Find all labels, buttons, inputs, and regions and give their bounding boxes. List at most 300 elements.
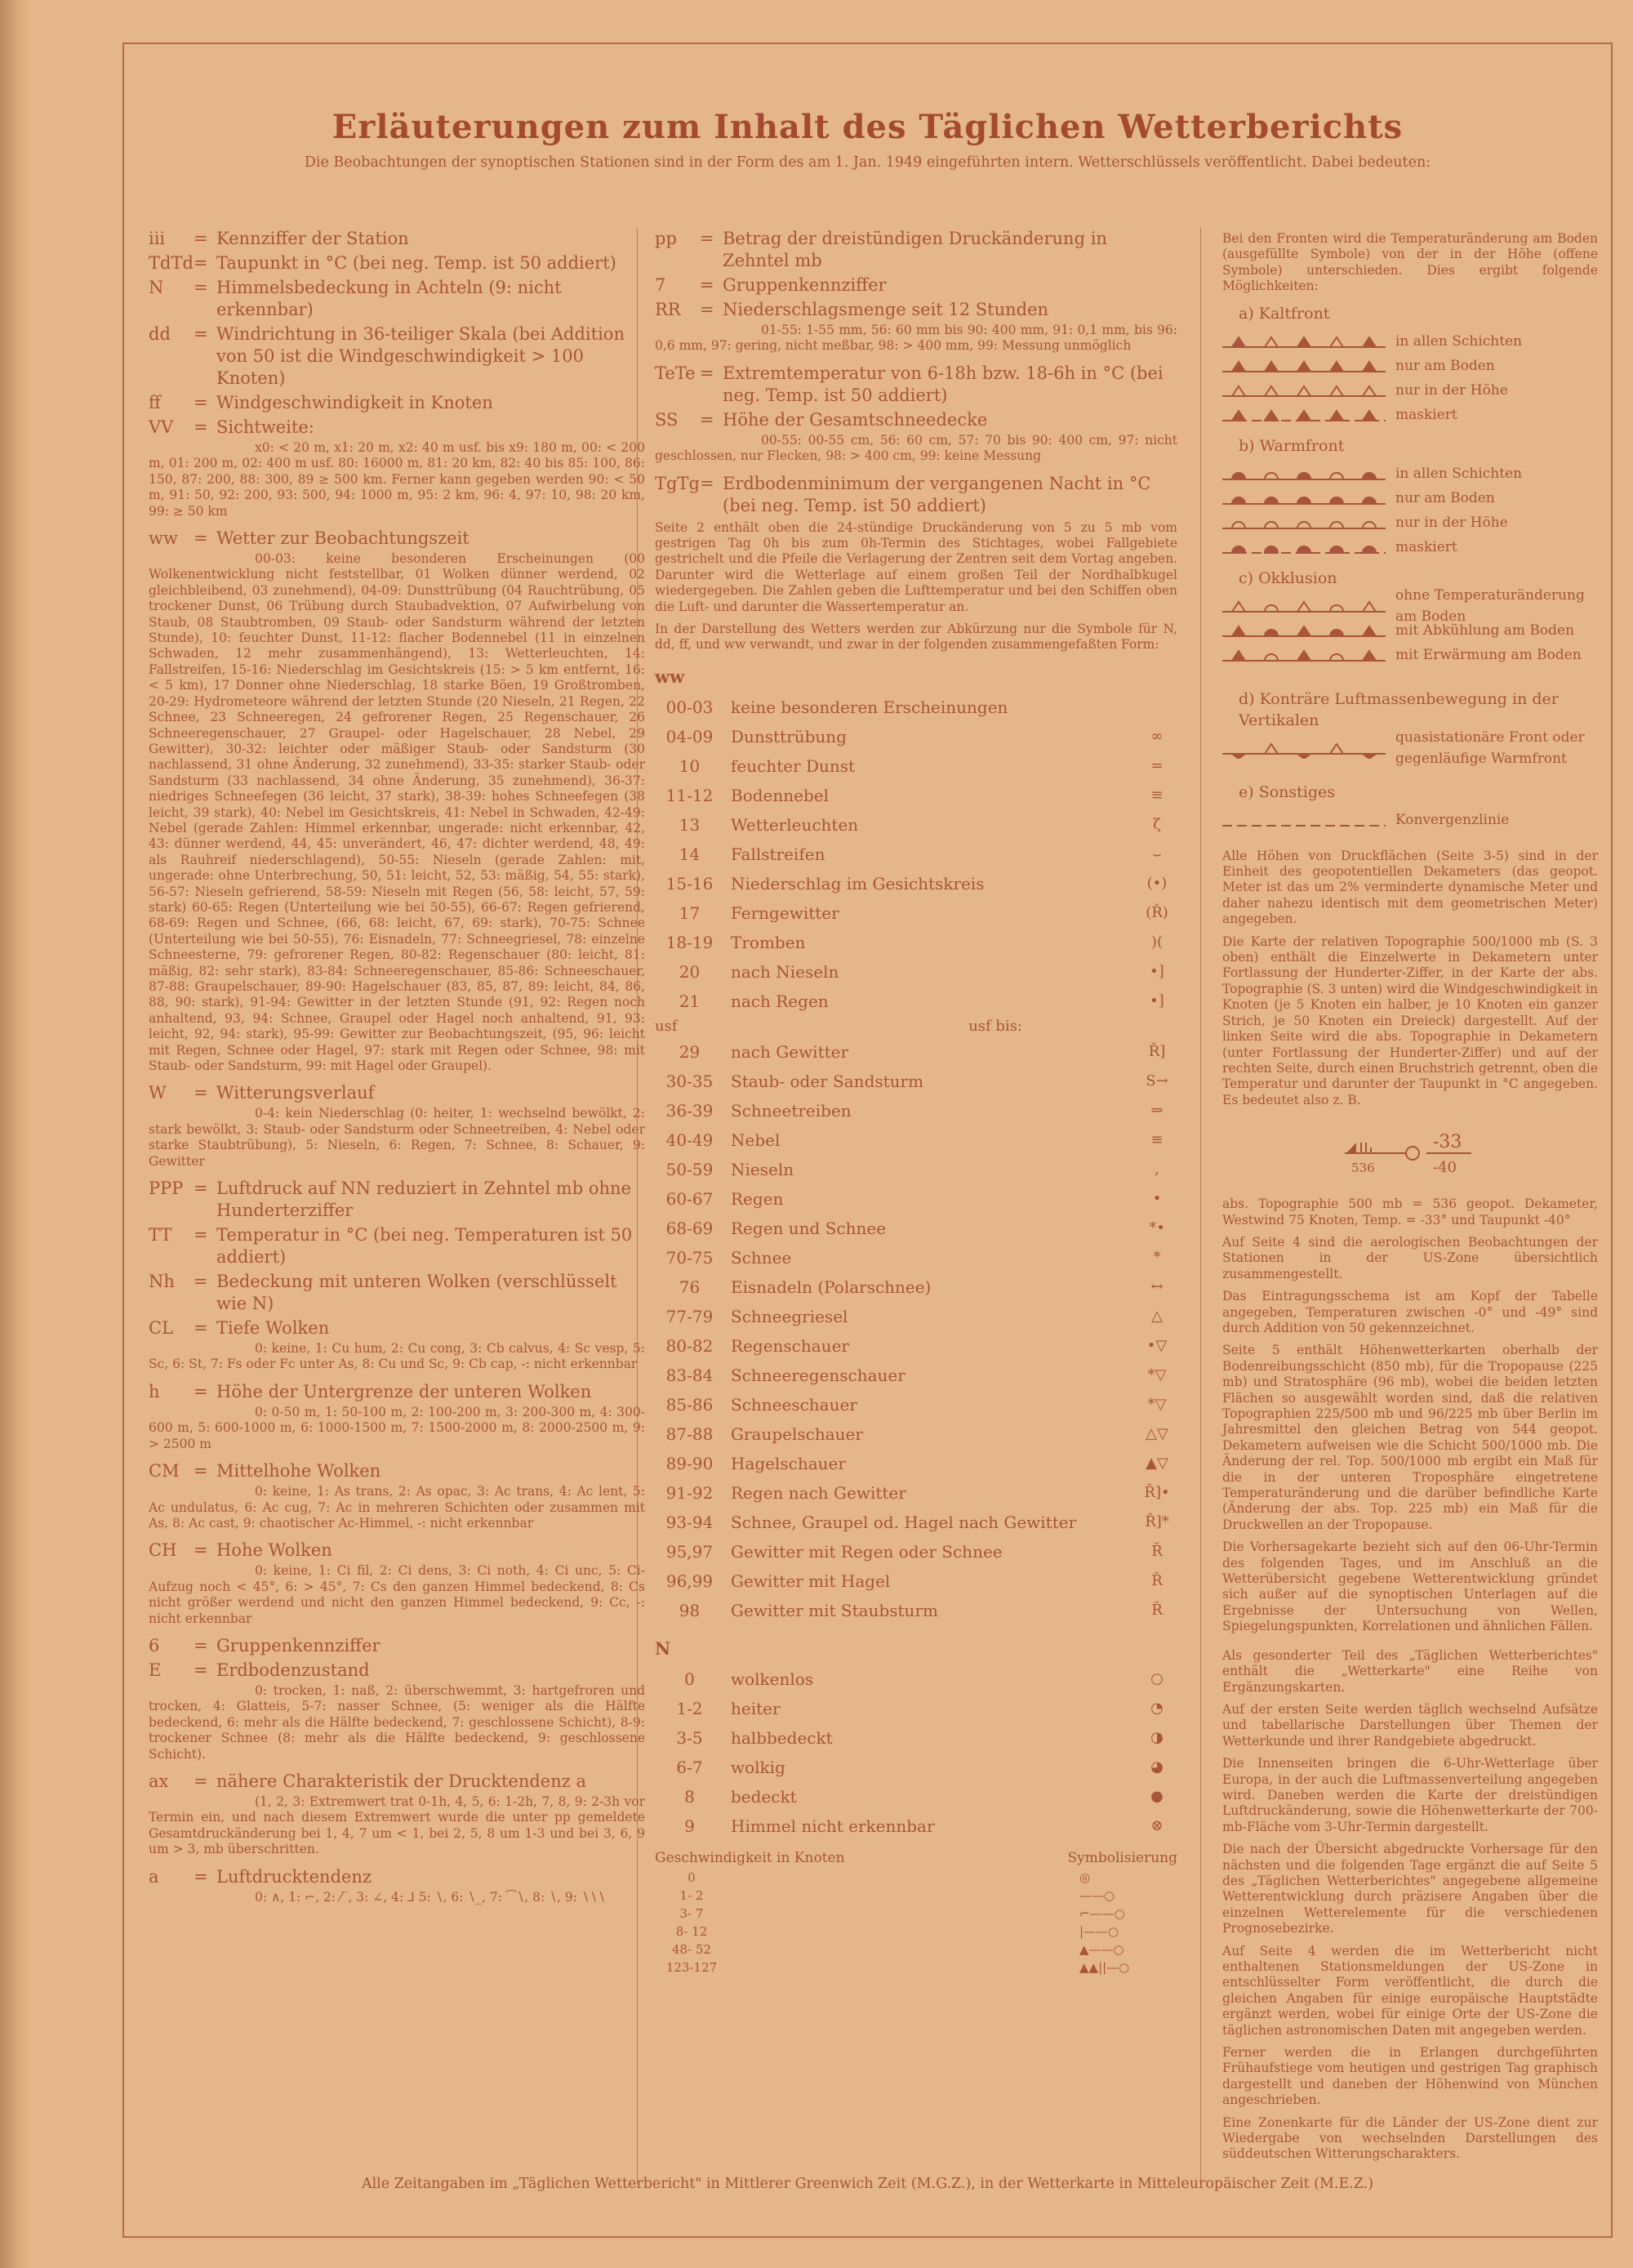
- cloud-cover-text: halbbedeckt: [731, 1727, 833, 1748]
- ww-symbol-icon: Ř: [1151, 1542, 1163, 1560]
- front-row: [1222, 808, 1598, 832]
- ww-row: [655, 781, 1177, 810]
- ww-code: 20: [679, 961, 701, 982]
- column-1: [149, 228, 645, 1914]
- legend-equals: =: [194, 229, 208, 248]
- legend-label: Temperatur in °C (bei neg. Temperaturen ist 50 addiert): [216, 1225, 633, 1268]
- ww-row: [655, 898, 1177, 928]
- front-label: maskiert: [1395, 538, 1457, 555]
- legend-equals: =: [194, 1461, 208, 1482]
- ww-text: Nieseln: [731, 1159, 794, 1179]
- front-symbol-icon: [1222, 463, 1386, 484]
- legend2-code: 7: [655, 275, 666, 295]
- legend-equals: =: [194, 253, 208, 273]
- legend2-label: Betrag der dreistündigen Druckänderung in Zehntel mb: [723, 229, 1107, 270]
- ww-text: Regen und Schnee: [731, 1218, 887, 1238]
- wind-speed: 8- 12: [675, 1923, 708, 1939]
- front-symbol-icon: [1222, 355, 1386, 377]
- para-first-page: Auf der ersten Seite werden täglich wechselnd Aufsätze und tabellarische Darstellungen über Themen der Wetterkunde und ihrer Randgebiete abgedruckt.: [1222, 1701, 1598, 1749]
- legend-code: TdTd: [149, 253, 194, 273]
- ww-symbol-icon: ζ: [1153, 815, 1161, 833]
- ww-text: Schneetreiben: [731, 1100, 852, 1121]
- front-row: [1222, 586, 1598, 625]
- ww-text: Schneegriesel: [731, 1306, 848, 1326]
- legend2-code: RR: [655, 300, 681, 319]
- ww-symbol-icon: ∞: [1150, 727, 1164, 745]
- legend-entry-row: [149, 1317, 645, 1339]
- wind-speed: 48- 52: [671, 1941, 711, 1957]
- ww-symbol-icon: *▽: [1147, 1395, 1167, 1413]
- cloud-cover-row: [655, 1664, 1177, 1694]
- ww-code: 29: [679, 1041, 701, 1062]
- ww-text: keine besonderen Erscheinungen: [731, 697, 1008, 717]
- front-row: [1222, 618, 1598, 643]
- ww-text: Nebel: [731, 1130, 781, 1150]
- cloud-cover-row: [655, 1753, 1177, 1782]
- legend-label: Luftdruck auf NN reduziert in Zehntel mb ohne Hunderterziffer: [216, 1179, 631, 1221]
- para-next-days: Die nach der Übersicht abgedruckte Vorhersage für den nächsten und die folgenden Tage ergänzt die auf Seite 5 des „Täglichen Wetterberichtes" angegebene allgemeine Wetterentwicklung durch präzisere Angaben über die einzelnen Wetterelemente für die verschiedenen Prognosebezirke.: [1222, 1842, 1598, 1936]
- ww-row: [655, 1037, 1177, 1067]
- cloud-cover-code: 3-5: [676, 1727, 703, 1748]
- ww-code: 85-86: [665, 1394, 714, 1415]
- ww-row: [655, 693, 1177, 722]
- ww-row: [655, 987, 1177, 1016]
- ww-row: [655, 928, 1177, 957]
- legend-entry-row: [149, 1271, 645, 1315]
- front-label: in allen Schichten: [1395, 465, 1523, 482]
- station-model-icon: [1328, 1125, 1492, 1182]
- ww-text: nach Nieseln: [731, 961, 839, 982]
- front-symbol-icon: [1222, 737, 1386, 759]
- legend-code: ww: [149, 528, 178, 549]
- legend-equals: =: [194, 1272, 208, 1292]
- legend2-detail: 01-55: 1-55 mm, 56: 60 mm bis 90: 400 mm, 91: 0,1 mm, bis 96: 0,6 mm, 97: gering, nicht meßbar, 98: > 400 mm, 99: Messung unmöglich: [655, 323, 1177, 354]
- legend-label: Windgeschwindigkeit in Knoten: [216, 393, 493, 412]
- ww-code: 89-90: [665, 1453, 714, 1473]
- ww-row: [655, 1361, 1177, 1390]
- ww-symbol-icon: ▲▽: [1146, 1454, 1168, 1472]
- front-symbol-icon: [1222, 644, 1386, 666]
- para-seite5: Seite 5 enthält Höhenwetterkarten oberhalb der Bodenreibungsschicht (850 mb), für die Tropopause (225 mb) und Stratosphäre (96 mb), wobei die beiden letzten Flächen so ausgewählt worden sind, daß die relativen Topographien 225/500 mb und 96/225 mb über Berlin im Jahresmittel den gleichen Betrag von 544 geopot. Dekametern aufweisen wie die Schicht 500/1000 mb. Die Änderung der rel. Top. 500/1000 mb ergibt ein Maß für die in der unteren Troposphäre eingetretene Temperaturänderung und die darüber befindliche Karte (Änderung der abs. Top. 225 mb) ein Maß für die Druckwellen an der Tropopause.: [1222, 1343, 1598, 1532]
- legend-equals: =: [194, 324, 208, 344]
- legend-label: Witterungsverlauf: [216, 1083, 375, 1103]
- legend2-code: TeTe: [655, 363, 696, 383]
- legend-detail: 0: keine, 1: Cu hum, 2: Cu cong, 3: Cb calvus, 4: Sc vesp, 5: Sc, 6: St, 7: Fs oder Fc unter As, 8: Cu und Sc, 9: Cb cap, -: nicht erkennbar: [149, 1341, 645, 1372]
- ww-symbol-icon: =: [1150, 756, 1164, 774]
- legend-equals: =: [194, 1318, 208, 1339]
- ww-heading: ww: [655, 666, 685, 687]
- legend-code: N: [149, 278, 164, 297]
- legend-label: Himmelsbedeckung in Achteln (9: nicht erkennbar): [216, 278, 562, 319]
- wind-speed: 3- 7: [679, 1905, 704, 1921]
- ww-row: [655, 1390, 1177, 1419]
- legend-equals: =: [194, 1660, 208, 1680]
- ww-text: nach Gewitter: [731, 1041, 849, 1062]
- legend-entry: [149, 1866, 645, 1905]
- other-list: [1222, 808, 1598, 832]
- cloud-cover-row: [655, 1694, 1177, 1723]
- ww-symbol-icon: )(: [1150, 933, 1164, 951]
- legend-code: 6: [149, 1635, 160, 1655]
- legend-equals: =: [194, 1540, 208, 1561]
- legend-detail: 0: trocken, 1: naß, 2: überschwemmt, 3: hartgefroren und trocken, 4: Glatteis, 5-7: nasser Schnee, (5: weniger als die Hälfte bedeckend, 6: mehr als die Hälfte bedeckend, 7: geschlossene Schicht), 8-9: trockener Schnee (8: mehr als die Hälfte bedeckend, 9: geschlossene Schicht).: [149, 1682, 645, 1762]
- legend2-entry: [655, 473, 1177, 517]
- ww-symbol-icon: *▽: [1147, 1366, 1167, 1384]
- legend-equals: =: [194, 1635, 208, 1655]
- ww-code: 77-79: [665, 1306, 714, 1326]
- ww-text: Wetterleuchten: [731, 814, 859, 835]
- ww-symbol-icon: Ř: [1151, 1601, 1163, 1619]
- ww-symbol-icon: ≡: [1150, 786, 1164, 804]
- ww-symbol-icon: S→: [1146, 1072, 1168, 1089]
- ww-symbol-icon: •]: [1150, 962, 1164, 980]
- wind-symbol-icon: ▲——○: [1079, 1941, 1124, 1957]
- ww-row: [655, 1243, 1177, 1272]
- ww-text: Gewitter mit Staubsturm: [731, 1600, 938, 1620]
- ww-code: 04-09: [665, 726, 714, 746]
- model-height: 536: [1351, 1161, 1375, 1176]
- legend2-entry-row: [655, 228, 1177, 272]
- para-inner-pages: Die Innenseiten bringen die 6-Uhr-Wetterlage über Europa, in der auch die Luftmassenverteilung angegeben wird. Daneben werden die Karte der dreistündigen Luftdruckänderung, sowie die Höhenwetterkarte der 700-mb-Fläche vom 3-Uhr-Termin dargestellt.: [1222, 1756, 1598, 1834]
- ww-row: [655, 1449, 1177, 1478]
- cloud-cover-code: 0: [684, 1669, 695, 1689]
- legend-equals: =: [194, 1179, 208, 1199]
- ww-code: 15-16: [665, 873, 714, 893]
- front-row: [1222, 510, 1598, 535]
- legend-entry: [149, 1082, 645, 1170]
- ww-code: 21: [679, 991, 701, 1011]
- legend-entry-row: [149, 528, 645, 550]
- front-symbol-icon: [1222, 512, 1386, 533]
- legend2-equals: =: [700, 473, 714, 493]
- ww-row: [655, 1302, 1177, 1331]
- ww-symbol-icon: •]: [1150, 991, 1164, 1009]
- front-row: [1222, 378, 1598, 403]
- legend-entry-row: [149, 1381, 645, 1403]
- legend2-detail: 00-55: 00-55 cm, 56: 60 cm, 57: 70 bis 90: 400 cm, 97: nicht geschlossen, nur Flecken, 98: > 400 cm, 99: keine Messung: [655, 432, 1177, 464]
- legend-entry-row: [149, 277, 645, 321]
- ww-code: 00-03: [665, 697, 714, 717]
- legend-code: ax: [149, 1771, 169, 1791]
- wind-row: [655, 1887, 1177, 1905]
- legend-entry-row: [149, 1539, 645, 1562]
- legend-code: CM: [149, 1461, 180, 1482]
- front-row: [1222, 486, 1598, 510]
- ww-code: 70-75: [665, 1247, 714, 1268]
- legend-entry: [149, 1460, 645, 1531]
- front-label: mit Abkühlung am Boden: [1395, 622, 1575, 639]
- ww-text: Dunsttrübung: [731, 726, 847, 746]
- warm-front-list: [1222, 461, 1598, 559]
- front-section-c: c) Okklusion: [1239, 568, 1337, 587]
- front-label: nur am Boden: [1395, 357, 1495, 374]
- wind-speed: 0: [687, 1869, 696, 1885]
- front-label: mit Erwärmung am Boden: [1395, 646, 1582, 663]
- legend-code: Nh: [149, 1272, 175, 1292]
- para-station-reports: Auf Seite 4 werden die im Wetterbericht nicht enthaltenen Stationsmeldungen der US-Zone in entschlüsselter Form veröffentlicht, die durch die gleichen Angaben für einige europäische Hauptstädte ergänzt werden, wobei für einige Orte der US-Zone die täglichen astronomischen Daten mit angegeben werden.: [1222, 1943, 1598, 2038]
- ww-row: [655, 1125, 1177, 1155]
- legend-label: Erdbodenzustand: [216, 1660, 370, 1680]
- wind-row: [655, 1923, 1177, 1940]
- legend-equals: =: [194, 1771, 208, 1791]
- wind-heading-right: Symbolisierung: [1067, 1849, 1177, 1866]
- front-label: ohne Temperaturänderung am Boden: [1395, 586, 1585, 625]
- ww-code: 11-12: [665, 785, 714, 805]
- front-row: [1222, 461, 1598, 486]
- ww-row: [655, 1508, 1177, 1537]
- front-label: nur in der Höhe: [1395, 514, 1508, 531]
- ww-row: [655, 1155, 1177, 1184]
- legend-label: Höhe der Untergrenze der unteren Wolken: [216, 1381, 592, 1401]
- ww-symbol-icon: *•: [1149, 1219, 1165, 1236]
- legend-entry: [149, 1539, 645, 1627]
- para-erlangen: Ferner werden die in Erlangen durchgeführten Frühaufstiege vom heutigen und gestrigen Tag graphisch dargestellt und daneben der Höhenwind von München angeschrieben.: [1222, 2045, 1598, 2108]
- legend2-entry-row: [655, 473, 1177, 517]
- cloud-cover-list: [655, 1664, 1177, 1841]
- legend-entry: [149, 277, 645, 321]
- ww-symbol-icon: ,: [1155, 1160, 1159, 1178]
- page-frame: [122, 42, 1613, 2238]
- legend2-label: Niederschlagsmenge seit 12 Stunden: [723, 300, 1049, 319]
- code-legend-list-2: [655, 228, 1177, 517]
- legend-label: Kennziffer der Station: [216, 229, 409, 248]
- legend-label: Tiefe Wolken: [216, 1318, 330, 1339]
- legend-equals: =: [194, 1381, 208, 1401]
- legend-entry: [149, 1381, 645, 1452]
- legend-detail: 0: keine, 1: As trans, 2: As opac, 3: Ac trans, 4: Ac lent, 5: Ac undulatus, 6: Ac cug, 7: Ac in mehreren Schichten oder zusammen mit As, 8: Ac cast, 9: chaotischer Ac-Himmel, -: nicht erkennbar: [149, 1484, 645, 1531]
- legend-detail: (1, 2, 3: Extremwert trat 0-1h, 4, 5, 6: 1-2h, 7, 8, 9: 2-3h vor Termin ein, und nach diesem Extremwert wurde die unter pp gemeldete Gesamtdruckänderung bei 1, 4, 7 um < 1, bei 2, 5, 8 um 1-3 und bei 3, 6, 9 um > 3, mb überschritten.: [149, 1793, 645, 1857]
- cloud-cover-text: Himmel nicht erkennbar: [731, 1816, 935, 1836]
- ww-row: [655, 1331, 1177, 1361]
- ww-row: [655, 1067, 1177, 1096]
- ww-row: [655, 869, 1177, 898]
- ww-text: feuchter Dunst: [731, 755, 856, 776]
- legend-entry: [149, 228, 645, 250]
- legend-detail: 0-4: kein Niederschlag (0: heiter, 1: wechselnd bewölkt, 2: stark bewölkt, 3: Staub- oder Sandsturm oder Schneetreiben, 4: Nebel oder starke Staubtrübung), 5: Nieseln, 6: Regen, 7: Schnee, 8: Schauer, 9: Gewitter: [149, 1106, 645, 1169]
- legend-entry-row: [149, 1460, 645, 1482]
- ww-symbol-icon: ≡: [1150, 1130, 1164, 1148]
- legend2-equals: =: [700, 363, 714, 383]
- legend-detail: 0: 0-50 m, 1: 50-100 m, 2: 100-200 m, 3: 200-300 m, 4: 300-600 m, 5: 600-1000 m, 6: 1000-1500 m, 7: 1500-2000 m, 8: 2000-2500 m, 9: > 2500 m: [149, 1404, 645, 1451]
- front-symbol-icon: [1222, 595, 1386, 617]
- ww-row: [655, 751, 1177, 781]
- cloud-cover-row: [655, 1723, 1177, 1753]
- ww-code: 96,99: [665, 1571, 714, 1591]
- ww-symbol-icon: Ř: [1151, 1571, 1163, 1589]
- wind-symbol-icon: |——○: [1079, 1923, 1119, 1939]
- wind-heading: [655, 1847, 1177, 1869]
- ww-code: 76: [679, 1277, 701, 1297]
- para-heights: Alle Höhen von Druckflächen (Seite 3-5) sind in der Einheit des geopotentiellen Dekameters (das geopot. Meter ist das um 2% verminderte dynamische Meter und daher nahezu identisch mit dem geometrischen Meter) angegeben.: [1222, 848, 1598, 927]
- column-2: [637, 228, 1194, 1976]
- para-schema: Das Eintragungsschema ist am Kopf der Tabelle angegeben, Temperaturen zwischen -0° und -49° sind durch Addition von 50 gekennzeichnet.: [1222, 1289, 1598, 1335]
- legend-label: Luftdrucktendenz: [216, 1866, 372, 1887]
- wind-row: [655, 1905, 1177, 1923]
- legend-label: Taupunkt in °C (bei neg. Temp. ist 50 addiert): [216, 253, 616, 273]
- front-label: in allen Schichten: [1395, 332, 1523, 350]
- legend-label: Wetter zur Beobachtungszeit: [216, 528, 469, 549]
- legend-entry-row: [149, 252, 645, 274]
- ww-row: [655, 840, 1177, 869]
- legend-entry-row: [149, 1224, 645, 1268]
- binding-edge: [0, 0, 31, 2268]
- ww-text: Eisnadeln (Polarschnee): [731, 1277, 932, 1297]
- ww-code: 40-49: [665, 1130, 714, 1150]
- legend-code: dd: [149, 324, 171, 344]
- legend2-entry: [655, 409, 1177, 465]
- legend2-label: Gruppenkennziffer: [723, 275, 887, 295]
- occlusion-list: [1222, 586, 1598, 667]
- front-section-d: d) Konträre Luftmassenbewegung in der Vertikalen: [1239, 689, 1559, 729]
- ww-code: 87-88: [665, 1424, 714, 1444]
- front-section-e: e) Sonstiges: [1239, 782, 1336, 801]
- legend-code: h: [149, 1381, 160, 1401]
- usf-right: usf bis:: [968, 1017, 1022, 1035]
- ww-row: [655, 1184, 1177, 1214]
- legend2-equals: =: [700, 275, 714, 295]
- legend-entry: [149, 528, 645, 1074]
- ww-symbol-icon: ⇒: [1150, 1101, 1164, 1119]
- para-example: abs. Topographie 500 mb = 536 geopot. Dekameter, Westwind 75 Knoten, Temp. = -33° und Taupunkt -40°: [1222, 1196, 1598, 1228]
- front-symbol-icon: [1222, 331, 1386, 352]
- front-label: maskiert: [1395, 406, 1457, 423]
- ww-text: Schnee, Graupel od. Hagel nach Gewitter: [731, 1512, 1077, 1532]
- cloud-cover-symbol-icon: ○: [1150, 1669, 1164, 1687]
- ww-symbol-icon: *: [1153, 1248, 1161, 1266]
- seite2-text: Seite 2 enthält oben die 24-stündige Druckänderung von 5 zu 5 mb vom gestrigen Tag 0h bis zum 0h-Termin des Stichtages, wobei Fallgebiete gestrichelt und die Pfeile die Verlagerung der Zentren seit dem Vortag angeben. Darunter wird die Wetterlage auf einem großen Teil der Nordhalbkugel wiedergegeben. Die Zahlen geben die Lufttemperatur und bei den Schiffen oben die Luft- und darunter die Wassertemperatur an.: [655, 519, 1177, 614]
- footer-note: Alle Zeitangaben im „Täglichen Wetterbericht" in Mittlerer Greenwich Zeit (M.G.Z.), in der Wetterkarte in Mitteleuropäischer Zeit (M.E.Z.): [361, 2176, 1374, 2192]
- para-forecast: Die Vorhersagekarte bezieht sich auf den 06-Uhr-Termin des folgenden Tages, und im Anschluß an die Wetterübersicht gegebene Wetterentwicklung gründet sich außer auf die synoptischen Unterlagen auf die Ergebnisse der Untersuchung von Wellen, Spiegelungspunkten, Korrelationen und ähnlichen Fällen.: [1222, 1539, 1598, 1634]
- ww-text: Gewitter mit Regen oder Schnee: [731, 1541, 1003, 1562]
- ww-symbol-list-2: [655, 1037, 1177, 1625]
- legend-entry: [149, 1271, 645, 1315]
- code-legend-list: [149, 228, 645, 1905]
- ww-text: Regen nach Gewitter: [731, 1482, 906, 1503]
- ww-code: 17: [679, 902, 701, 923]
- front-label: Konvergenzlinie: [1395, 811, 1510, 828]
- ww-code: 95,97: [665, 1541, 714, 1562]
- legend2-code: SS: [655, 409, 679, 430]
- ww-text: Hagelschauer: [731, 1453, 846, 1473]
- legend-entry-row: [149, 1082, 645, 1104]
- front-section-b: b) Warmfront: [1239, 436, 1345, 455]
- ww-row: [655, 722, 1177, 751]
- ww-code: 13: [679, 814, 701, 835]
- ww-row: [655, 1566, 1177, 1596]
- legend-entry-row: [149, 323, 645, 390]
- front-label: nur in der Höhe: [1395, 381, 1508, 399]
- legend-entry: [149, 1660, 645, 1762]
- front-row: [1222, 354, 1598, 378]
- wind-speed: 1- 2: [679, 1887, 704, 1903]
- legend2-label: Höhe der Gesamtschneedecke: [723, 409, 988, 430]
- front-symbol-icon: [1222, 809, 1386, 831]
- legend2-label: Extremtemperatur von 6-18h bzw. 18-6h in °C (bei neg. Temp. ist 50 addiert): [723, 363, 1164, 405]
- legend-equals: =: [194, 1225, 208, 1245]
- legend-label: Hohe Wolken: [216, 1540, 332, 1561]
- ww-symbol-icon: Ř]*: [1145, 1513, 1169, 1531]
- ww-text: Staub- oder Sandsturm: [731, 1071, 924, 1091]
- cloud-cover-symbol-icon: ◑: [1150, 1728, 1164, 1746]
- legend-entry-row: [149, 1635, 645, 1657]
- legend-entry: [149, 417, 645, 519]
- ww-code: 98: [679, 1600, 701, 1620]
- wind-speed: 123-127: [665, 1959, 718, 1975]
- legend2-entry-row: [655, 409, 1177, 431]
- model-dewpoint: -40: [1433, 1159, 1457, 1177]
- model-temp: -33: [1433, 1132, 1462, 1153]
- front-label: nur am Boden: [1395, 489, 1495, 506]
- ww-code: 10: [679, 755, 701, 776]
- legend-entry-row: [149, 392, 645, 414]
- legend-code: PPP: [149, 1179, 184, 1199]
- legend-code: iii: [149, 229, 166, 248]
- legend2-equals: =: [700, 229, 714, 248]
- ww-code: 36-39: [665, 1100, 714, 1121]
- legend-entry-row: [149, 228, 645, 250]
- ww-code: 60-67: [665, 1188, 714, 1209]
- seite2-text-b: In der Darstellung des Wetters werden zur Abkürzung nur die Symbole für N, dd, ff, und ww verwandt, und zwar in der folgenden zusammengefaßten Form:: [655, 622, 1177, 653]
- cloud-cover-row: [655, 1811, 1177, 1841]
- ww-symbol-icon: △: [1151, 1307, 1163, 1325]
- legend-detail: 0: ∧, 1: ⌐, 2: ⁄‾, 3: ∠, 4: ⅃ 5: ∖, 6: ∖_, 7: ⁀∖, 8: ∖, 9: ∖∖∖: [255, 1889, 606, 1905]
- legend-code: CH: [149, 1540, 177, 1561]
- legend-entry: [149, 1771, 645, 1858]
- cloud-cover-symbol-icon: ◔: [1150, 1699, 1164, 1717]
- legend-equals: =: [194, 1083, 208, 1103]
- front-row: [1222, 729, 1598, 767]
- legend2-entry-row: [655, 274, 1177, 296]
- wind-row: [655, 1958, 1177, 1976]
- ww-text: Fallstreifen: [731, 844, 825, 864]
- ww-symbol-icon: (•): [1146, 874, 1168, 892]
- front-row: [1222, 643, 1598, 667]
- ww-row: [655, 1537, 1177, 1566]
- ww-row: [655, 1214, 1177, 1243]
- legend-code: CL: [149, 1318, 174, 1339]
- front-section-a: a) Kaltfront: [1239, 304, 1330, 323]
- legend-detail: 00-03: keine besonderen Erscheinungen (00 Wolkenentwicklung nicht feststellbar, 01 Wolken dünner werdend, 02 gleichbleibend, 03 zunehmend), 04-09: Dunsttrübung (04 Rauchtrübung, 05 trockener Dunst, 06 Trübung durch Staubadvektion, 07 Aufwirbelung von Staub, 08 Staubtromben, 09 Staub- oder Sandsturm während der letzten Stunde), 10: feuchter Dunst, 11-12: flacher Bodennebel (11 in einzelnen Schwaden, 12 mehr zusammenhängend), 13: Wetterleuchten, 14: Fallstreifen, 15-16: Niederschlag im Gesichtskreis (15: > 5 km entfernt, 16: < 5 km), 17 Donner ohne Niederschlag, 18 starke Böen, 19 Großtromben, 20-29: Hydrometeore während der letzten Stunde (20 Nieseln, 21 Regen, 22 Schnee, 23 Schneeregen, 24 gefrorener Regen, 25 Regenschauer, 26 Schneeregenschauer, 27 Graupel- oder Hagelschauer, 28 Nebel, 29 Gewitter), 30-32: leichter oder mäßiger Staub- oder Sandsturm (30 nachlassend, 31 ohne Änderung, 32 zunehmend), 33-35: starker Staub- oder Sandsturm (33 nachlassend, 34 ohne Änderung, 35 zunehmend), 36-37: niedriges Schneefegen (36 leicht, 37 stark), 38-39: hohes Schneefegen (38 leicht, 39 stark), 40: Nebel im Gesichtskreis, 41: Nebel in Schwaden, 42-49: Nebel (gerade Zahlen: Himmel erkennbar, ungerade: nicht erkennbar, 42, 43: dünner werdend, 44, 45: unverändert, 46, 47: dichter werdend, 48, 49: als Rauhreif niederschlagend), 50-55: Nieseln (gerade Zahlen: mit, ungerade: ohne Unterbrechung, 50, 51: leicht, 52, 53: mäßig, 54, 55: stark), 56-57: Nieseln gefrierend, 58-59: Nieseln mit Regen (56, 58: leicht, 57, 59: stark) 60-65: Regen (Unterteilung wie bei 50-55), 66-67: Regen gefrierend, 68-69: Regen und Schnee, (66, 68: leicht, 67, 69: stark), 70-75: Schnee (Unterteilung wie bei 50-55), 76: Eisnadeln, 77: Schneegriesel, 78: einzelne Schneesterne, 79: gefrorener Regen, 80-82: Regenschauer (80: leicht, 81: mäßig, 82: sehr stark), 83-84: Schneeregenschauer, 85-86: Schneeschauer, 87-88: Graupelschauer, 89-90: Hagelschauer (83, 85, 87, 89: leicht, 84, 86, 88, 90: stark), 91-94: Gewitter in der letzten Stunde (91, 92: Regen noch anhaltend, 93, 94: Schnee, Graupel oder Hagel noch anhaltend, 91, 93: leicht, 92, 94: stark), 95-99: Gewitter zur Beobachtungszeit, (95, 96: leicht mit Regen, Schnee oder Hagel, 97: stark mit Regen oder Schnee, 98: mit Staub- oder Sandsturm, 99: mit Hagel oder Graupel).: [149, 551, 645, 1074]
- para-seite4: Auf Seite 4 sind die aerologischen Beobachtungen der Stationen in der US-Zone übersichtlich zusammengestellt.: [1222, 1234, 1598, 1281]
- ww-row: [655, 1596, 1177, 1625]
- para-zone-map: Eine Zonenkarte für die Länder der US-Zone dient zur Wiedergabe von wechselnden Darstellungen des süddeutschen Witterungscharakters.: [1222, 2114, 1598, 2162]
- ww-text: Tromben: [731, 932, 806, 952]
- ww-symbol-icon: (Ř): [1146, 903, 1168, 921]
- legend-entry: [149, 1635, 645, 1657]
- cloud-cover-symbol-icon: ⊗: [1150, 1816, 1164, 1834]
- legend-entry-row: [149, 417, 645, 439]
- ww-code: 80-82: [665, 1335, 714, 1356]
- legend-label: Bedeckung mit unteren Wolken (verschlüsselt wie N): [216, 1272, 617, 1314]
- page-title: Erläuterungen zum Inhalt des Täglichen Wetterberichts: [331, 108, 1404, 146]
- legend2-code: pp: [655, 229, 677, 248]
- legend-code: a: [149, 1866, 159, 1887]
- cloud-cover-code: 6-7: [676, 1757, 703, 1777]
- legend-code: TT: [149, 1225, 172, 1245]
- cloud-cover-text: wolkig: [731, 1757, 785, 1777]
- column-3: [1222, 228, 1598, 2169]
- ww-row: [655, 810, 1177, 840]
- ww-text: Schnee: [731, 1247, 792, 1268]
- legend-equals: =: [194, 278, 208, 297]
- ww-row: [655, 1478, 1177, 1508]
- legend-equals: =: [194, 528, 208, 549]
- cloud-cover-symbol-icon: ◕: [1150, 1758, 1164, 1776]
- station-model-example: [1222, 1125, 1598, 1182]
- legend2-entry: [655, 274, 1177, 296]
- ww-symbol-icon: ↔: [1150, 1277, 1164, 1295]
- ww-text: Bodennebel: [731, 785, 830, 805]
